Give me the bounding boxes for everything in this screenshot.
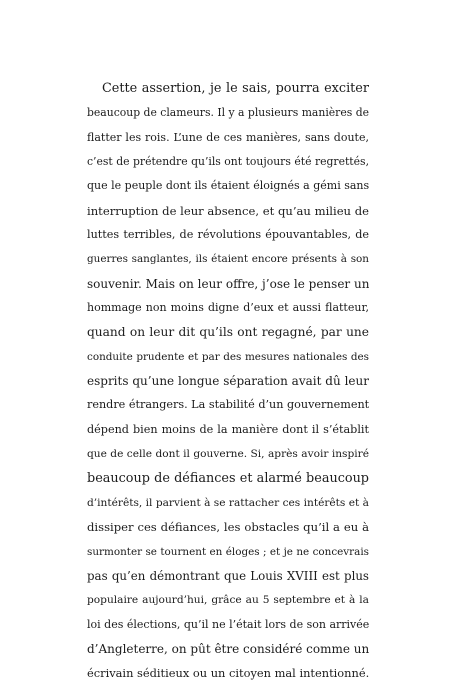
text-line: dépend bien moins de la manière dont il s’établit (87, 422, 369, 436)
text-line: c’est de prétendre qu’ils ont toujours été regrettés, (87, 155, 369, 169)
text-line: surmonter se tournent en éloges ; et je ne concevrais (87, 545, 369, 558)
text-line: interruption de leur absence, et qu’au milieu de (87, 203, 369, 218)
text-line: que le peuple dont ils étaient éloignés a gémi sans (87, 179, 369, 193)
text-line: quand on leur dit qu’ils ont regagné, par une (87, 325, 369, 340)
text-line: pas qu’en démontrant que Louis XVIII est plus (87, 568, 369, 583)
text-line: beaucoup de clameurs. Il y a plusieurs manières de (87, 106, 369, 120)
text-line: loi des élections, qu’il ne l’était lors de son arrivée (87, 617, 369, 631)
text-line: écrivain séditieux ou un citoyen mal intentionné. (87, 666, 369, 681)
text-line: souvenir. Mais on leur offre, j’ose le penser un (87, 276, 369, 291)
body-paragraph (87, 77, 369, 686)
text-line: esprits qu’une longue séparation avait dû leur (87, 374, 369, 389)
text-line: dissiper ces défiances, les obstacles qu’il a eu à (87, 520, 369, 535)
text-line: hommage non moins digne d’eux et aussi flatteur, (87, 301, 369, 315)
text-line: d’Angleterre, on pût être considéré comme un (87, 641, 369, 656)
text-line: conduite prudente et par des mesures nationales des (87, 350, 369, 363)
text-line: populaire aujourd’hui, grâce au 5 septembre et à la (87, 594, 369, 607)
text-line: beaucoup de défiances et alarmé beaucoup (87, 470, 369, 486)
text-line: flatter les rois. L’une de ces manières, sans doute, (87, 130, 369, 144)
text-line: d’intérêts, il parvient à se rattacher ces intérêts et à (87, 496, 369, 509)
text-line: que de celle dont il gouverne. Si, après avoir inspiré (87, 448, 369, 461)
text-line: Cette assertion, je le sais, pourra exciter (102, 81, 369, 96)
text-line: rendre étrangers. La stabilité d’un gouvernement (87, 398, 369, 412)
text-line: luttes terribles, de révolutions épouvantables, de (87, 228, 369, 242)
text-line: guerres sanglantes, ils étaient encore présents à son (87, 253, 369, 266)
